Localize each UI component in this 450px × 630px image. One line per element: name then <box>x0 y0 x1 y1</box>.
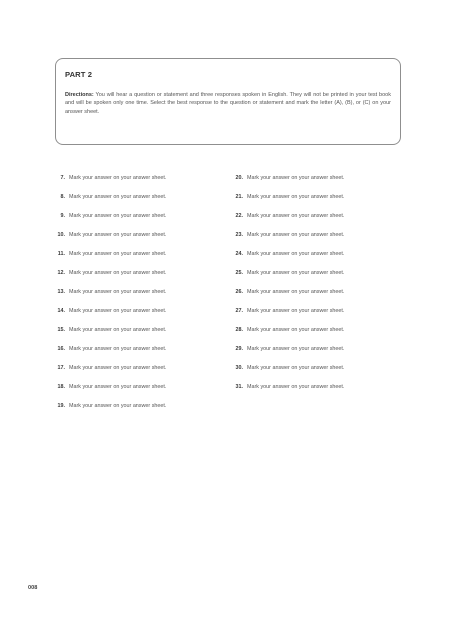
question-item <box>50 244 220 263</box>
question-number: 21. <box>235 193 243 200</box>
question-item <box>50 187 220 206</box>
question-text: Mark your answer on your answer sheet. <box>69 250 167 257</box>
question-text: Mark your answer on your answer sheet. <box>69 402 167 409</box>
question-item <box>50 339 220 358</box>
question-text: Mark your answer on your answer sheet. <box>69 231 167 238</box>
question-number: 25. <box>235 269 243 276</box>
question-text: Mark your answer on your answer sheet. <box>69 193 167 200</box>
question-item <box>228 206 398 225</box>
part-title: PART 2 <box>65 70 93 79</box>
question-item <box>228 358 398 377</box>
question-text: Mark your answer on your answer sheet. <box>247 231 345 238</box>
question-number: 18. <box>57 383 65 390</box>
question-item <box>50 263 220 282</box>
question-text: Mark your answer on your answer sheet. <box>69 383 167 390</box>
question-number: 27. <box>235 307 243 314</box>
question-text: Mark your answer on your answer sheet. <box>69 174 167 181</box>
question-number: 26. <box>235 288 243 295</box>
question-item <box>50 282 220 301</box>
question-number: 7. <box>60 174 65 181</box>
question-number: 22. <box>235 212 243 219</box>
question-number: 23. <box>235 231 243 238</box>
question-text: Mark your answer on your answer sheet. <box>69 288 167 295</box>
question-item <box>50 320 220 339</box>
question-item <box>228 301 398 320</box>
question-text: Mark your answer on your answer sheet. <box>247 250 345 257</box>
question-text: Mark your answer on your answer sheet. <box>69 269 167 276</box>
question-item <box>228 187 398 206</box>
question-number: 9. <box>60 212 65 219</box>
question-item <box>50 301 220 320</box>
question-number: 14. <box>57 307 65 314</box>
question-number: 24. <box>235 250 243 257</box>
question-number: 11. <box>57 250 65 257</box>
question-item <box>228 263 398 282</box>
question-item <box>228 377 398 396</box>
question-number: 17. <box>57 364 65 371</box>
question-item <box>228 339 398 358</box>
question-number: 15. <box>57 326 65 333</box>
question-number: 13. <box>57 288 65 295</box>
question-text: Mark your answer on your answer sheet. <box>247 269 345 276</box>
page-number: 008 <box>28 585 38 591</box>
question-item <box>228 244 398 263</box>
question-text: Mark your answer on your answer sheet. <box>247 193 345 200</box>
directions-text: You will hear a question or statement and three responses spoken in English. They will not be printed in your test book and will be spoken only one time. Select the best response to the question or statement and mark the letter (A), (B), or (C) on your answer sheet. <box>65 92 391 115</box>
question-text: Mark your answer on your answer sheet. <box>69 307 167 314</box>
question-text: Mark your answer on your answer sheet. <box>69 212 167 219</box>
question-number: 12. <box>57 269 65 276</box>
question-item <box>50 358 220 377</box>
question-item <box>228 282 398 301</box>
question-number: 30. <box>235 364 243 371</box>
question-item <box>50 168 220 187</box>
question-number: 19. <box>57 402 65 409</box>
question-text: Mark your answer on your answer sheet. <box>69 326 167 333</box>
directions-label: Directions: <box>65 92 94 98</box>
question-item <box>50 225 220 244</box>
question-item <box>228 225 398 244</box>
question-text: Mark your answer on your answer sheet. <box>69 364 167 371</box>
question-item <box>50 396 220 415</box>
question-text: Mark your answer on your answer sheet. <box>247 326 345 333</box>
question-item <box>228 168 398 187</box>
question-text: Mark your answer on your answer sheet. <box>247 307 345 314</box>
question-text: Mark your answer on your answer sheet. <box>247 174 345 181</box>
question-number: 20. <box>235 174 243 181</box>
directions-paragraph <box>65 91 391 116</box>
question-item <box>50 206 220 225</box>
question-number: 10. <box>57 231 65 238</box>
questions-column-right <box>228 168 398 396</box>
question-text: Mark your answer on your answer sheet. <box>247 364 345 371</box>
question-item <box>50 377 220 396</box>
question-text: Mark your answer on your answer sheet. <box>247 345 345 352</box>
question-number: 31. <box>235 383 243 390</box>
question-text: Mark your answer on your answer sheet. <box>247 212 345 219</box>
question-number: 29. <box>235 345 243 352</box>
question-text: Mark your answer on your answer sheet. <box>247 383 345 390</box>
question-text: Mark your answer on your answer sheet. <box>69 345 167 352</box>
question-number: 8. <box>60 193 65 200</box>
question-text: Mark your answer on your answer sheet. <box>247 288 345 295</box>
question-number: 28. <box>235 326 243 333</box>
directions-box <box>55 58 401 145</box>
question-number: 16. <box>57 345 65 352</box>
questions-column-left <box>50 168 220 415</box>
question-item <box>228 320 398 339</box>
